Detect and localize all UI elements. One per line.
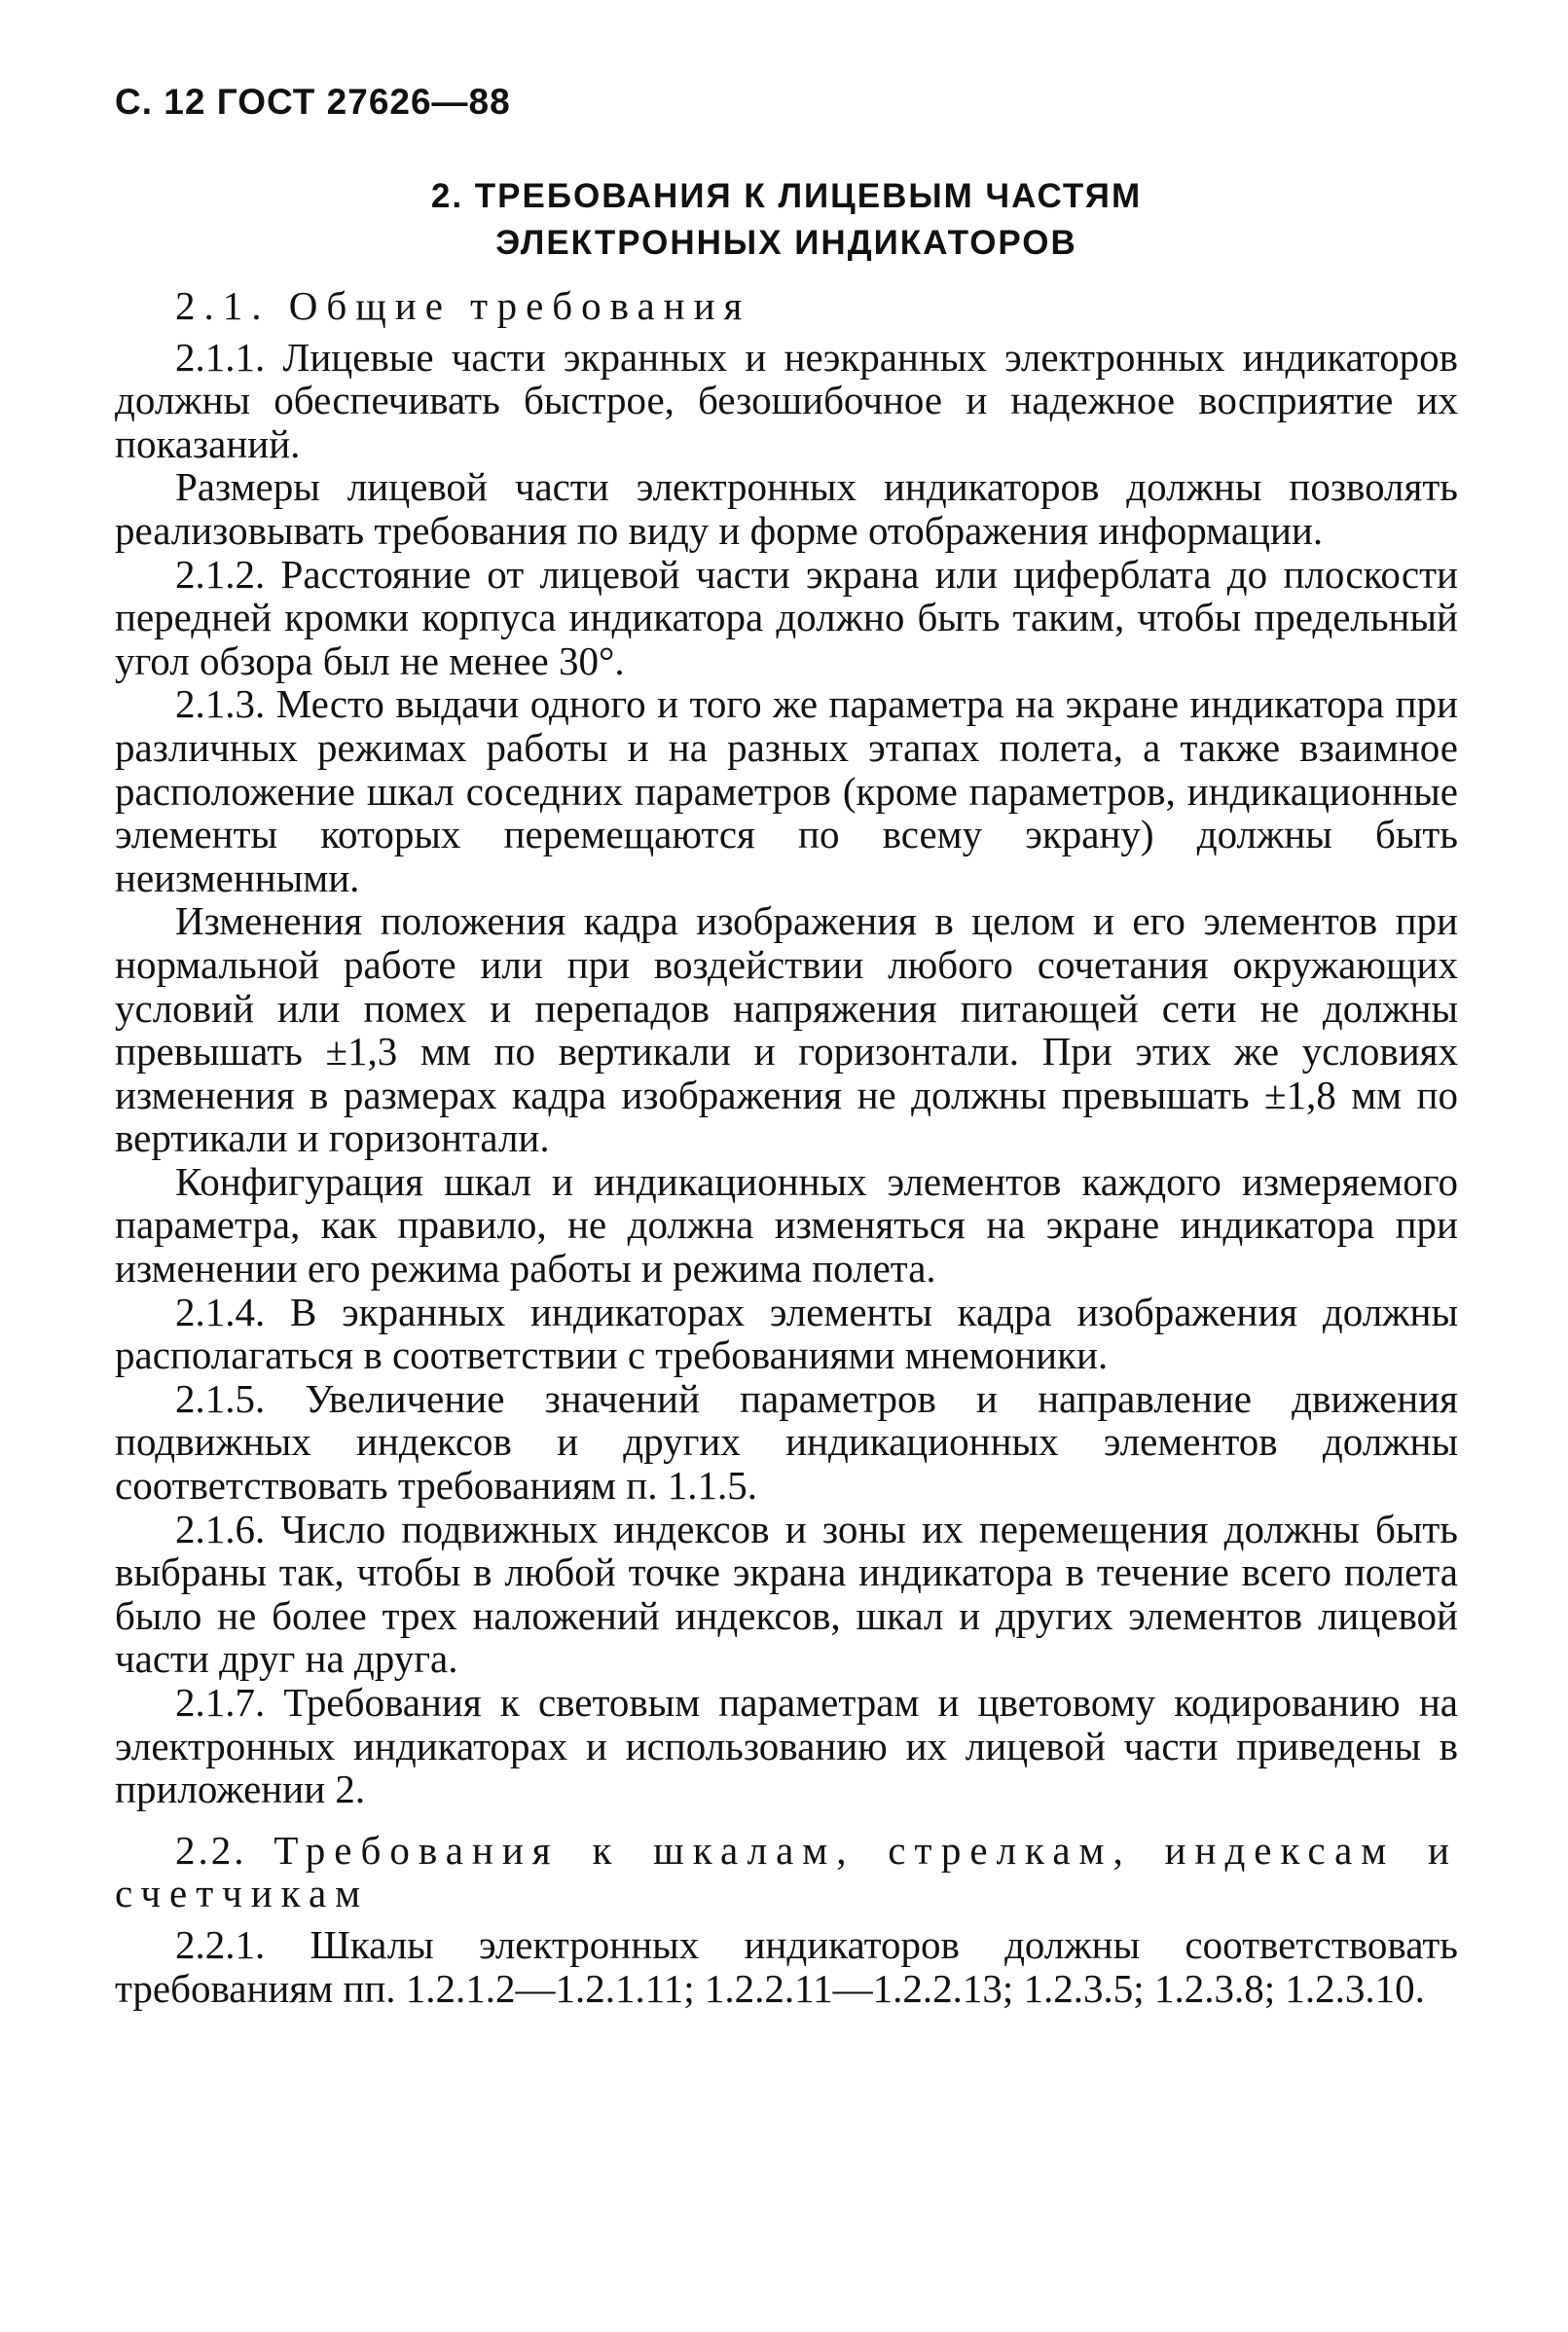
subsection-title: Общие требования <box>288 283 751 328</box>
paragraph-2-1-5: 2.1.5. Увеличение значений параметров и направление движения подвижных индексов и других индикационных элементов должны соответствовать требованиям п. 1.1.5. <box>115 1375 1458 1509</box>
section-title-line-1: 2. ТРЕБОВАНИЯ К ЛИЦЕВЫМ ЧАСТЯМ <box>430 177 1143 215</box>
paragraph-2-1-3-cont-1: Изменения положения кадра изображения в целом и его элементов при нормальной работе или при воздействии любого сочетания окружающих условий или помех и перепадов напряжения питающей сети не должны превышать ±1,3 мм по вертикали и горизонтали. При этих же условиях изменения в размерах кадра изображения не должны превышать ±1,8 мм по вертикали и горизонтали. <box>115 898 1458 1161</box>
paragraph-2-1-1-cont: Размеры лицевой части электронных индикаторов должны позволять реализовывать требования по виду и форме отображения информации. <box>115 464 1458 553</box>
paragraph-2-1-3-cont-2: Конфигурация шкал и индикационных элементов каждого измеряемого параметра, как правило, не должна изменяться на экране индикатора при изменении его режима работы и режима полета. <box>115 1158 1458 1292</box>
subsection-heading-2-1 <box>115 284 1458 328</box>
paragraph-2-1-3: 2.1.3. Место выдачи одного и того же параметра на экране индикатора при различных режимах работы и на разных этапах полета, а также взаимное расположение шкал соседних параметров (кроме параметров, индикационные элементы которых перемещаются по всему экрану) должны быть неизменными. <box>115 681 1458 900</box>
running-head: С. 12 ГОСТ 27626—88 <box>115 82 511 122</box>
paragraph-2-1-2: 2.1.2. Расстояние от лицевой части экрана или циферблата до плоскости передней кромки корпуса индикатора должно быть таким, чтобы предельный угол обзора был не менее 30°. <box>115 551 1458 683</box>
paragraph-2-1-4: 2.1.4. В экранных индикаторах элементы кадра изображения должны располагаться в соответствии с требованиями мнемоники. <box>115 1289 1458 1378</box>
paragraph-2-2-1: 2.2.1. Шкалы электронных индикаторов должны соответствовать требованиям пп. 1.2.1.2—1.2.1.11; 1.2.2.11—1.2.2.13; 1.2.3.5; 1.2.3.8; 1.2.3.10. <box>115 1921 1458 2011</box>
paragraph-2-1-6: 2.1.6. Число подвижных индексов и зоны их перемещения должны быть выбраны так, чтобы в любой точке экрана индикатора в течение всего полета было не более трех наложений индексов, шкал и других элементов лицевой части друг на друга. <box>115 1506 1458 1682</box>
section-title-line-2: ЭЛЕКТРОННЫХ ИНДИКАТОРОВ <box>495 224 1077 262</box>
paragraph-2-1-7: 2.1.7. Требования к световым параметрам и цветовому кодированию на электронных индикаторах и использованию их лицевой части приведены в приложении 2. <box>115 1680 1458 1812</box>
subsection-number: 2.1. <box>175 283 271 328</box>
subsection-heading-2-2 <box>115 1829 1458 1915</box>
section-title <box>115 173 1458 267</box>
subsection-number: 2.2. <box>175 1827 247 1873</box>
paragraph-2-1-1: 2.1.1. Лицевые части экранных и неэкранных электронных индикаторов должны обеспечивать быстрое, безошибочное и надежное восприятие их показаний. <box>115 334 1458 466</box>
subsection-title: Требования к шкалам, стрелкам, индексам и счетчикам <box>115 1827 1459 1916</box>
document-body <box>115 284 1458 2010</box>
